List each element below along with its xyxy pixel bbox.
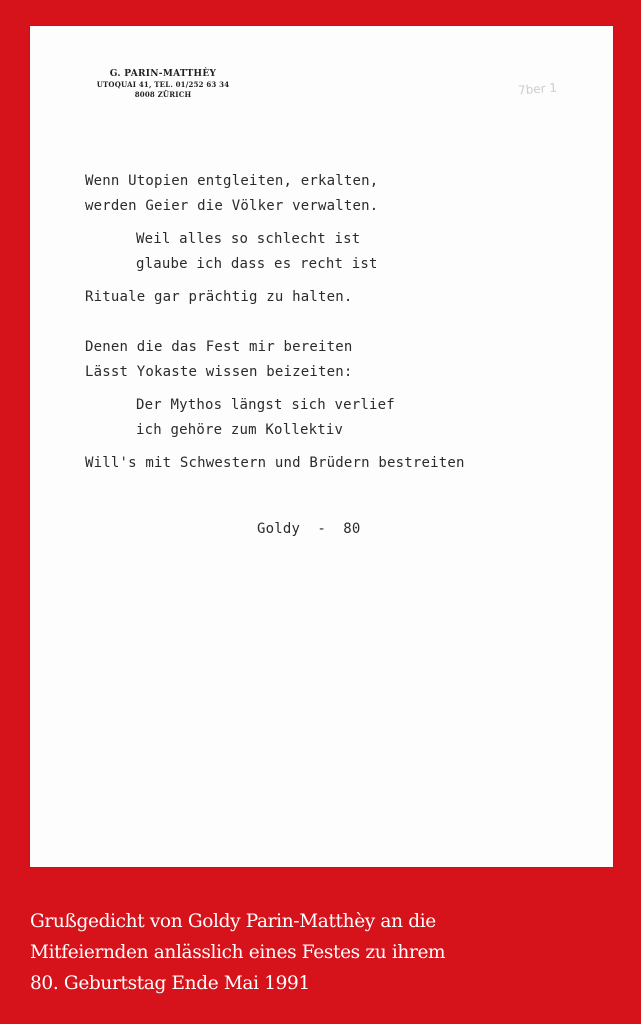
caption-line-2: Mitfeiernden anlässlich eines Festes zu ihrem xyxy=(30,942,446,963)
caption-line-3: 80. Geburtstag Ende Mai 1991 xyxy=(30,973,310,994)
caption xyxy=(30,906,610,999)
poem-line-5: Rituale gar prächtig zu halten. xyxy=(85,289,353,305)
poem-line-2: werden Geier die Völker verwalten. xyxy=(85,198,379,214)
poem-line-8: Der Mythos längst sich verlief xyxy=(136,397,395,413)
letterhead-city: 8008 ZÜRICH xyxy=(134,90,192,99)
poem-line-1: Wenn Utopien entgleiten, erkalten, xyxy=(85,173,379,189)
poem-line-6: Denen die das Fest mir bereiten xyxy=(85,339,353,355)
letterhead-name: G. PARIN-MATTHÈY xyxy=(109,69,217,79)
letterhead-address: UTOQUAI 41, TEL. 01/252 63 34 xyxy=(96,80,230,89)
poem-line-10: Will's mit Schwestern und Brüdern bestreiten xyxy=(85,455,465,471)
letter-page xyxy=(30,26,613,867)
poem-line-7: Lässt Yokaste wissen beizeiten: xyxy=(85,364,353,380)
pencil-annotation: 7ber 1 xyxy=(517,80,558,98)
poem-line-3: Weil alles so schlecht ist xyxy=(136,231,361,247)
signature: Goldy - 80 xyxy=(257,521,361,537)
poem-line-4: glaube ich dass es recht ist xyxy=(136,256,378,272)
letterhead xyxy=(78,68,248,100)
poem-line-9: ich gehöre zum Kollektiv xyxy=(136,422,344,438)
caption-line-1: Grußgedicht von Goldy Parin-Matthèy an die xyxy=(30,911,436,932)
